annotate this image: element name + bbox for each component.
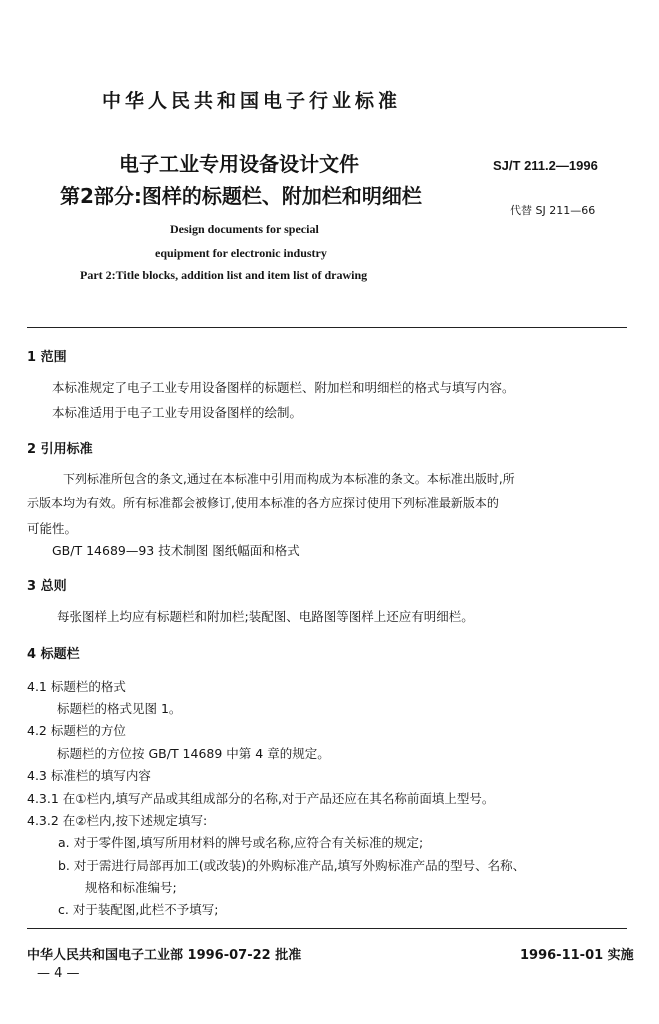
section-2-para-line-1: 下列标准所包含的条文,通过在本标准中引用而构成为本标准的条文。本标准出版时,所 — [63, 472, 515, 486]
clause-item-a: a. 对于零件图,填写所用材料的牌号或名称,应符合有关标准的规定; — [58, 835, 424, 850]
subsection-4-2-heading: 4.2 标题栏的方位 — [27, 723, 126, 738]
section-3-heading: 3 总则 — [27, 579, 67, 594]
english-title-line-3: Part 2:Title blocks, addition list and item list of drawing — [80, 268, 368, 282]
section-2-para-line-3: 可能性。 — [27, 521, 78, 536]
section-1-para-2: 本标准适用于电子工业专用设备图样的绘制。 — [52, 405, 303, 420]
subsection-4-1-text: 标题栏的格式见图 1。 — [57, 701, 182, 716]
page-number: — 4 — — [37, 966, 80, 981]
title-line-2: 第2部分:图样的标题栏、附加栏和明细栏 — [60, 184, 422, 208]
section-2-para-line-2: 示版本均为有效。所有标准都会被修订,使用本标准的各方应探讨使用下列标准最新版本的 — [27, 496, 499, 510]
clause-item-c: c. 对于装配图,此栏不予填写; — [58, 902, 219, 917]
approval-notice: 中华人民共和国电子工业部 1996-07-22 批准 — [27, 948, 302, 963]
english-title-line-2: equipment for electronic industry — [155, 246, 327, 260]
clause-item-b-line-1: b. 对于需进行局部再加工(或改装)的外购标准产品,填写外购标准产品的型号、名称、 — [58, 858, 526, 873]
english-title-line-1: Design documents for special — [170, 222, 319, 236]
section-3-para: 每张图样上均应有标题栏和附加栏;装配图、电路图等图样上还应有明细栏。 — [57, 609, 474, 624]
section-1-para-1: 本标准规定了电子工业专用设备图样的标题栏、附加栏和明细栏的格式与填写内容。 — [52, 380, 515, 395]
clause-item-b-line-2: 规格和标准编号; — [85, 880, 177, 895]
title-line-1: 电子工业专用设备设计文件 — [119, 152, 359, 176]
clause-4-3-1: 4.3.1 在①栏内,填写产品或其组成部分的名称,对于产品还应在其名称前面填上型号。 — [27, 791, 495, 806]
section-2-heading: 2 引用标准 — [27, 442, 93, 457]
subsection-4-3-heading: 4.3 标准栏的填写内容 — [27, 768, 151, 783]
section-4-heading: 4 标题栏 — [27, 647, 80, 662]
reference-standard: GB/T 14689—93 技术制图 图纸幅面和格式 — [52, 543, 300, 558]
clause-4-3-2: 4.3.2 在②栏内,按下述规定填写: — [27, 813, 208, 828]
top-divider — [27, 327, 627, 328]
implementation-date: 1996-11-01 实施 — [520, 948, 634, 963]
section-1-heading: 1 范围 — [27, 350, 67, 365]
subsection-4-2-text: 标题栏的方位按 GB/T 14689 中第 4 章的规定。 — [57, 746, 330, 761]
standard-code: SJ/T 211.2—1996 — [493, 158, 598, 173]
replaces-standard: 代替 SJ 211—66 — [510, 204, 596, 217]
subsection-4-1-heading: 4.1 标题栏的格式 — [27, 679, 126, 694]
issuing-body-header: 中华人民共和国电子行业标准 — [102, 90, 402, 112]
bottom-divider — [27, 928, 627, 929]
